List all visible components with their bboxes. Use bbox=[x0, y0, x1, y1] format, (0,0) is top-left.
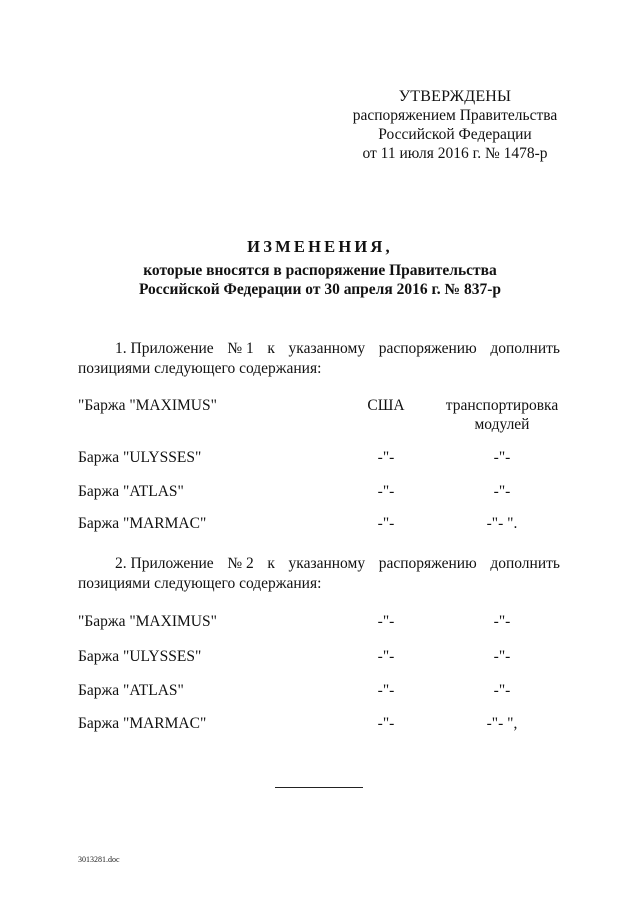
approval-title: УТВЕРЖДЕНЫ bbox=[398, 88, 512, 105]
list-item bbox=[78, 514, 578, 554]
barge-purpose: -"- ". bbox=[486, 515, 518, 532]
barge-purpose: -"- bbox=[493, 613, 511, 630]
barge-purpose: -"- bbox=[493, 483, 511, 500]
barge-name: Баржа "ATLAS" bbox=[78, 682, 184, 699]
barge-purpose: транспортировка модулей bbox=[445, 397, 559, 433]
section-1-line-2: позициями следующего содержания: bbox=[78, 360, 322, 377]
barge-country: -"- bbox=[377, 515, 395, 532]
barge-purpose: -"- ", bbox=[486, 715, 518, 732]
barge-name: Баржа "ULYSSES" bbox=[78, 449, 202, 466]
divider bbox=[275, 787, 363, 788]
barge-name: Баржа "MARMAC" bbox=[78, 515, 207, 532]
section-2-word: распоряжению bbox=[378, 555, 477, 572]
section-1-line-1 bbox=[78, 339, 560, 359]
section-1-word: указанному bbox=[288, 340, 366, 357]
approval-line-3: от 11 июля 2016 г. № 1478-р bbox=[362, 145, 548, 162]
subtitle-line-1: которые вносятся в распоряжение Правительства bbox=[143, 262, 497, 279]
approval-line-2: Российской Федерации bbox=[378, 126, 532, 143]
section-2-paragraph bbox=[78, 554, 560, 594]
section-2-word: к bbox=[267, 555, 275, 572]
list-item bbox=[78, 714, 578, 754]
barge-country: -"- bbox=[377, 648, 395, 665]
subtitle-line-2: Российской Федерации от 30 апреля 2016 г. № 837-р bbox=[138, 281, 502, 298]
section-2-word: указанному bbox=[288, 555, 366, 572]
section-1-word: № 1 bbox=[227, 340, 254, 357]
barge-country: США bbox=[367, 397, 405, 414]
section-2-line-1 bbox=[78, 554, 560, 574]
barge-country: -"- bbox=[377, 715, 395, 732]
barge-purpose: -"- bbox=[493, 682, 511, 699]
barge-country: -"- bbox=[377, 483, 395, 500]
barge-name: "Баржа "MAXIMUS" bbox=[78, 397, 217, 414]
barge-name: Баржа "MARMAC" bbox=[78, 715, 207, 732]
footer-filename: 3013281.doc bbox=[78, 855, 120, 864]
list-item bbox=[78, 612, 578, 652]
barge-name: "Баржа "MAXIMUS" bbox=[78, 613, 217, 630]
barge-country: -"- bbox=[377, 682, 395, 699]
list-item bbox=[78, 396, 578, 436]
barge-country: -"- bbox=[377, 613, 395, 630]
document-title: ИЗМЕНЕНИЯ, bbox=[247, 237, 393, 256]
approval-block bbox=[345, 87, 565, 163]
barge-purpose: -"- bbox=[493, 449, 511, 466]
section-1-word: 1. Приложение bbox=[115, 340, 214, 357]
section-2-line-2: позициями следующего содержания: bbox=[78, 575, 322, 592]
section-1-word: распоряжению bbox=[378, 340, 477, 357]
section-1-word: дополнить bbox=[490, 340, 560, 357]
barge-name: Баржа "ULYSSES" bbox=[78, 648, 202, 665]
barge-name: Баржа "ATLAS" bbox=[78, 483, 184, 500]
barge-country: -"- bbox=[377, 449, 395, 466]
document-subtitle bbox=[0, 261, 640, 299]
barge-purpose: -"- bbox=[493, 648, 511, 665]
approval-line-1: распоряжением Правительства bbox=[352, 107, 558, 124]
section-2-word: дополнить bbox=[490, 555, 560, 572]
section-1-paragraph bbox=[78, 339, 560, 379]
section-2-word: № 2 bbox=[227, 555, 254, 572]
section-2-word: 2. Приложение bbox=[115, 555, 214, 572]
section-1-word: к bbox=[267, 340, 275, 357]
